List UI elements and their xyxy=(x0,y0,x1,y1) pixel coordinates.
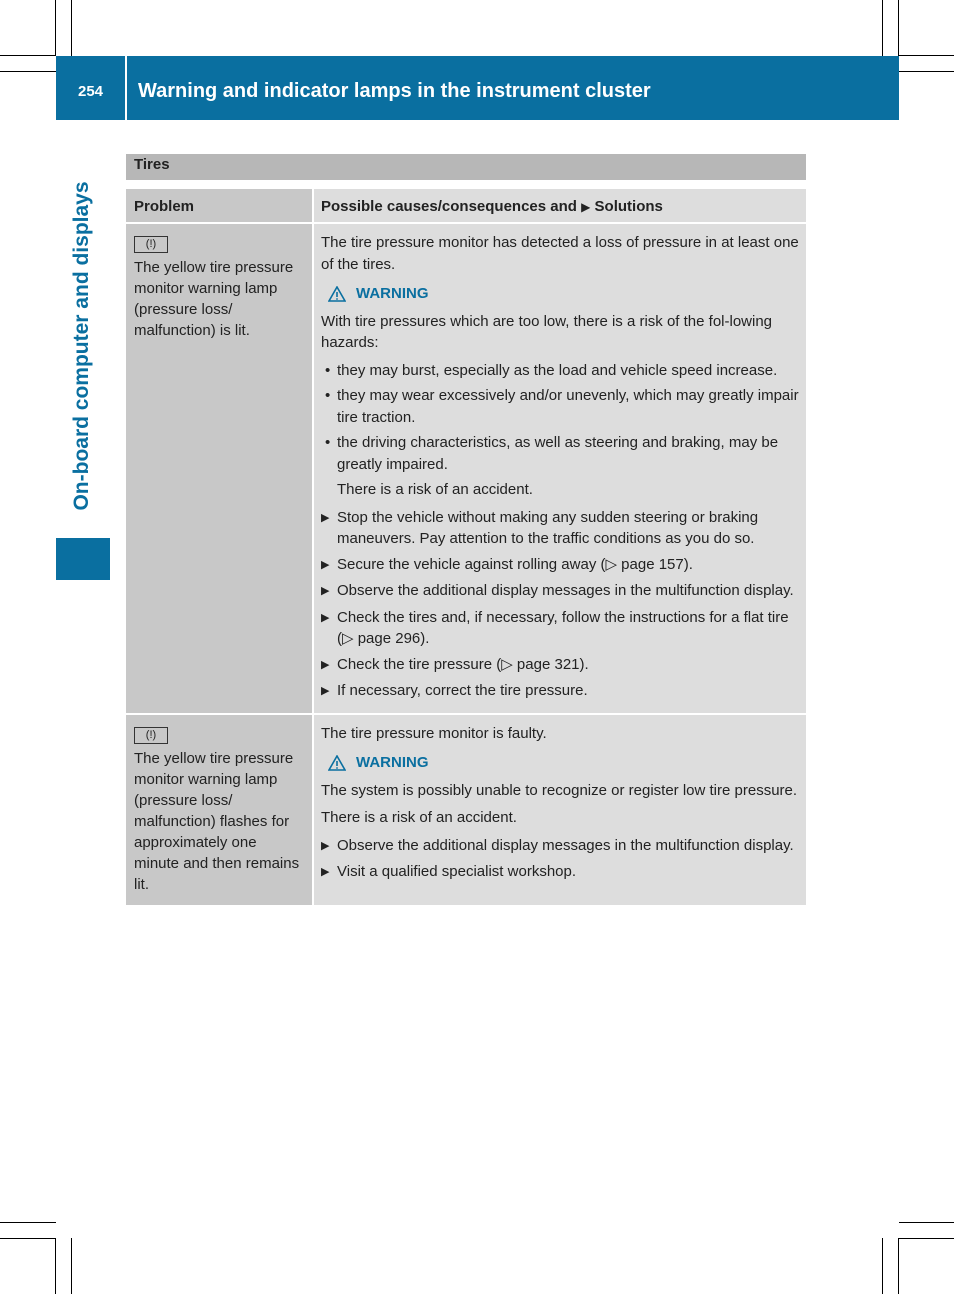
list-item: • they may wear excessively and/or unevenly, which may greatly impair tire traction. xyxy=(325,387,799,426)
arrow-right-icon: ▶ xyxy=(321,658,330,671)
chapter-label: On-board computer and displays xyxy=(70,181,93,511)
arrow-right-icon: ▶ xyxy=(321,511,330,524)
crop-mark xyxy=(55,1238,56,1294)
action-item: ▶ Check the tires and, if necessary, follow the instructions for a flat tire (▷ page 296). xyxy=(321,607,799,650)
warning-triangle-icon xyxy=(328,755,346,771)
header-solutions-post: Solutions xyxy=(594,198,663,215)
warning-heading xyxy=(321,752,799,774)
problem-cell xyxy=(126,715,312,905)
warning-text: With tire pressures which are too low, there is a risk of the fol-lowing hazards: xyxy=(321,312,773,351)
intro-text: The tire pressure monitor has detected a loss of pressure in at least one of the tires. xyxy=(321,234,799,273)
warning-label: WARNING xyxy=(356,285,429,302)
crop-mark xyxy=(899,1238,954,1239)
crop-mark xyxy=(899,1222,954,1223)
problem-table xyxy=(126,189,806,905)
arrow-right-icon: ▶ xyxy=(581,200,591,214)
crop-mark xyxy=(0,1238,56,1239)
table-row xyxy=(126,715,806,905)
crop-mark xyxy=(882,0,883,56)
crop-mark xyxy=(882,1238,883,1294)
problem-text: The yellow tire pressure monitor warning lamp (pressure loss/ malfunction) is lit. xyxy=(134,259,294,339)
intro-text: The tire pressure monitor is faulty. xyxy=(321,724,547,742)
list-item: • they may burst, especially as the load and vehicle speed increase. xyxy=(325,361,778,379)
crop-mark xyxy=(899,55,954,56)
action-item: ▶ Check the tire pressure (▷ page 321). xyxy=(321,654,799,677)
header-solutions-pre: Possible causes/consequences and xyxy=(321,198,577,215)
arrow-right-icon: ▶ xyxy=(321,611,330,624)
warning-triangle-icon xyxy=(328,286,346,302)
chapter-tab xyxy=(56,538,110,580)
crop-mark xyxy=(0,71,56,72)
action-item: ▶ If necessary, correct the tire pressure. xyxy=(321,680,799,703)
crop-mark xyxy=(899,71,954,72)
arrow-right-icon: ▶ xyxy=(321,866,330,878)
warning-text: The system is possibly unable to recognize or register low tire pressure. xyxy=(321,781,798,799)
warning-label: WARNING xyxy=(356,754,429,771)
action-item: ▶ Observe the additional display messages in the multifunction display. xyxy=(321,835,799,858)
table-row xyxy=(126,224,806,713)
crop-mark xyxy=(71,1238,72,1294)
action-item: ▶ Observe the additional display messages in the multifunction display. xyxy=(321,580,799,603)
table-header-row xyxy=(126,189,806,222)
risk-text: There is a risk of an accident. xyxy=(321,809,517,826)
page-number: 254 xyxy=(77,82,104,100)
tire-pressure-warning-icon: (!) xyxy=(134,727,168,744)
warning-heading xyxy=(321,283,799,305)
list-item: • the driving characteristics, as well as steering and braking, may be greatly impaired. xyxy=(325,434,779,473)
crop-mark xyxy=(898,0,899,56)
arrow-right-icon: ▶ xyxy=(321,685,330,697)
page-title: Warning and indicator lamps in the instrument cluster xyxy=(138,79,651,102)
crop-mark xyxy=(0,55,56,56)
solution-cell xyxy=(314,224,806,713)
arrow-right-icon: ▶ xyxy=(321,585,330,597)
crop-mark xyxy=(898,1238,899,1294)
problem-cell xyxy=(126,224,312,713)
action-item: ▶ Visit a qualified specialist workshop. xyxy=(321,861,799,884)
crop-mark xyxy=(71,0,72,56)
action-item: ▶ Stop the vehicle without making any sudden steering or braking maneuvers. Pay attention to the traffic conditions as you do so. xyxy=(321,507,799,550)
solution-cell xyxy=(314,715,806,905)
header-divider xyxy=(125,56,127,120)
header-problem: Problem xyxy=(126,189,312,222)
crop-mark xyxy=(55,0,56,56)
arrow-right-icon: ▶ xyxy=(321,558,330,571)
tire-pressure-warning-icon: (!) xyxy=(134,236,168,253)
header-solutions xyxy=(314,189,806,222)
section-title: Tires xyxy=(126,154,806,180)
action-item: ▶ Secure the vehicle against rolling away (▷ page 157). xyxy=(321,554,799,577)
risk-text: There is a risk of an accident. xyxy=(337,481,533,498)
arrow-right-icon: ▶ xyxy=(321,839,330,852)
crop-mark xyxy=(0,1222,56,1223)
problem-text: The yellow tire pressure monitor warning lamp (pressure loss/ malfunction) flashes for approximately one minute and then remains lit. xyxy=(134,749,300,893)
